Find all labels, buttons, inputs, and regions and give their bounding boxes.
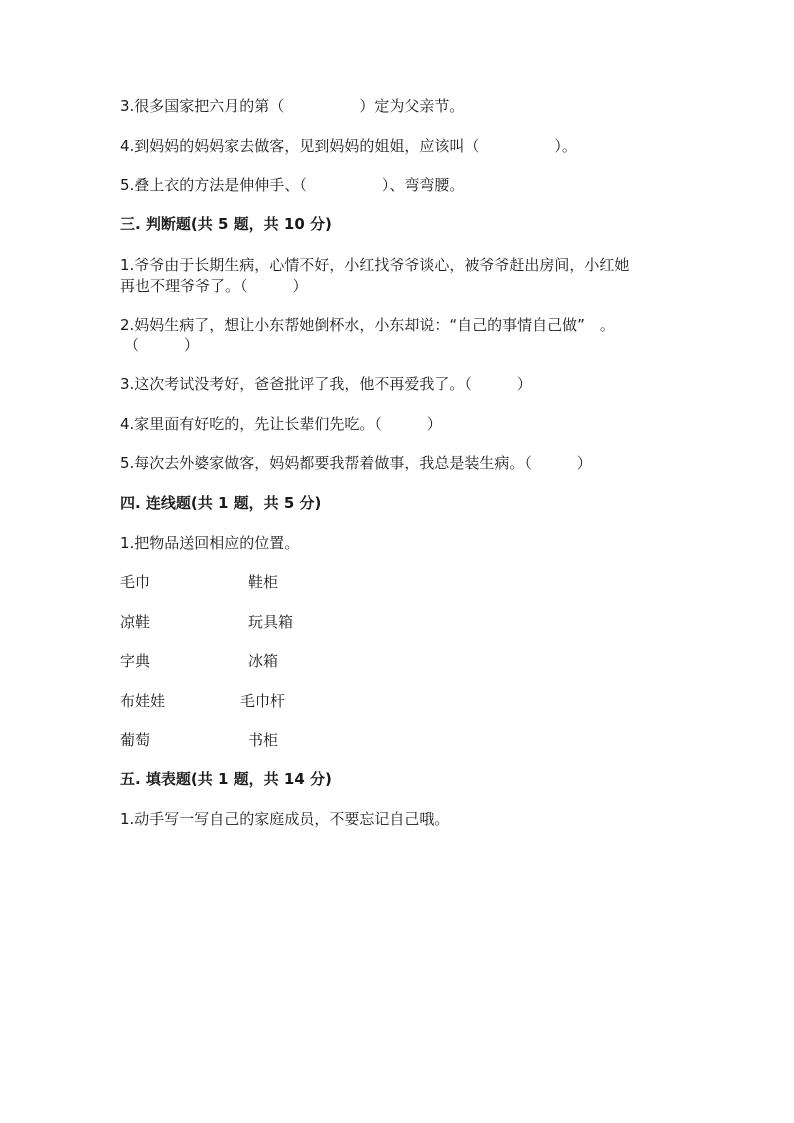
section-heading-matching: 四. 连线题(共 1 题，共 5 分) (120, 494, 322, 512)
matching-left-item-4: 布娃娃 (120, 692, 166, 710)
true-false-question-3: 3.这次考试没考好，爸爸批评了我，他不再爱我了。（ ） (120, 375, 532, 393)
matching-right-item-1: 鞋柜 (248, 573, 279, 591)
true-false-question-1-line-2: 再也不理爷爷了。（ ） (120, 277, 308, 295)
matching-right-item-4: 毛巾杆 (240, 692, 286, 710)
section-heading-fill-table: 五. 填表题(共 1 题，共 14 分) (120, 770, 332, 788)
true-false-question-5: 5.每次去外婆家做客，妈妈都要我帮着做事，我总是装生病。（ ） (120, 454, 592, 472)
true-false-question-1-line-1: 1.爷爷由于长期生病，心情不好，小红找爷爷谈心，被爷爷赶出房间，小红她 (120, 256, 630, 274)
true-false-question-4: 4.家里面有好吃的，先让长辈们先吃。（ ） (120, 415, 442, 433)
matching-right-item-3: 冰箱 (248, 652, 279, 670)
section-heading-true-false: 三. 判断题(共 5 题，共 10 分) (120, 215, 332, 233)
matching-left-item-2: 凉鞋 (120, 613, 151, 631)
true-false-question-2-line-2: （ ） (124, 336, 200, 354)
matching-left-item-1: 毛巾 (120, 573, 151, 591)
matching-left-item-3: 字典 (120, 652, 151, 670)
fill-blank-question-3: 3.很多国家把六月的第（ ）定为父亲节。 (120, 97, 465, 115)
fill-blank-question-5: 5.叠上衣的方法是伸伸手、（ ）、弯弯腰。 (120, 176, 465, 194)
matching-left-item-5: 葡萄 (120, 731, 151, 749)
matching-right-item-5: 书柜 (248, 731, 279, 749)
matching-question-1: 1.把物品送回相应的位置。 (120, 534, 300, 552)
true-false-question-2-line-1: 2.妈妈生病了，想让小东帮她倒杯水，小东却说：“自己的事情自己做” 。 (120, 316, 615, 334)
matching-right-item-2: 玩具箱 (248, 613, 294, 631)
fill-table-question-1: 1.动手写一写自己的家庭成员，不要忘记自己哦。 (120, 810, 450, 828)
fill-blank-question-4: 4.到妈妈的妈妈家去做客，见到妈妈的姐姐，应该叫（ ）。 (120, 137, 577, 155)
